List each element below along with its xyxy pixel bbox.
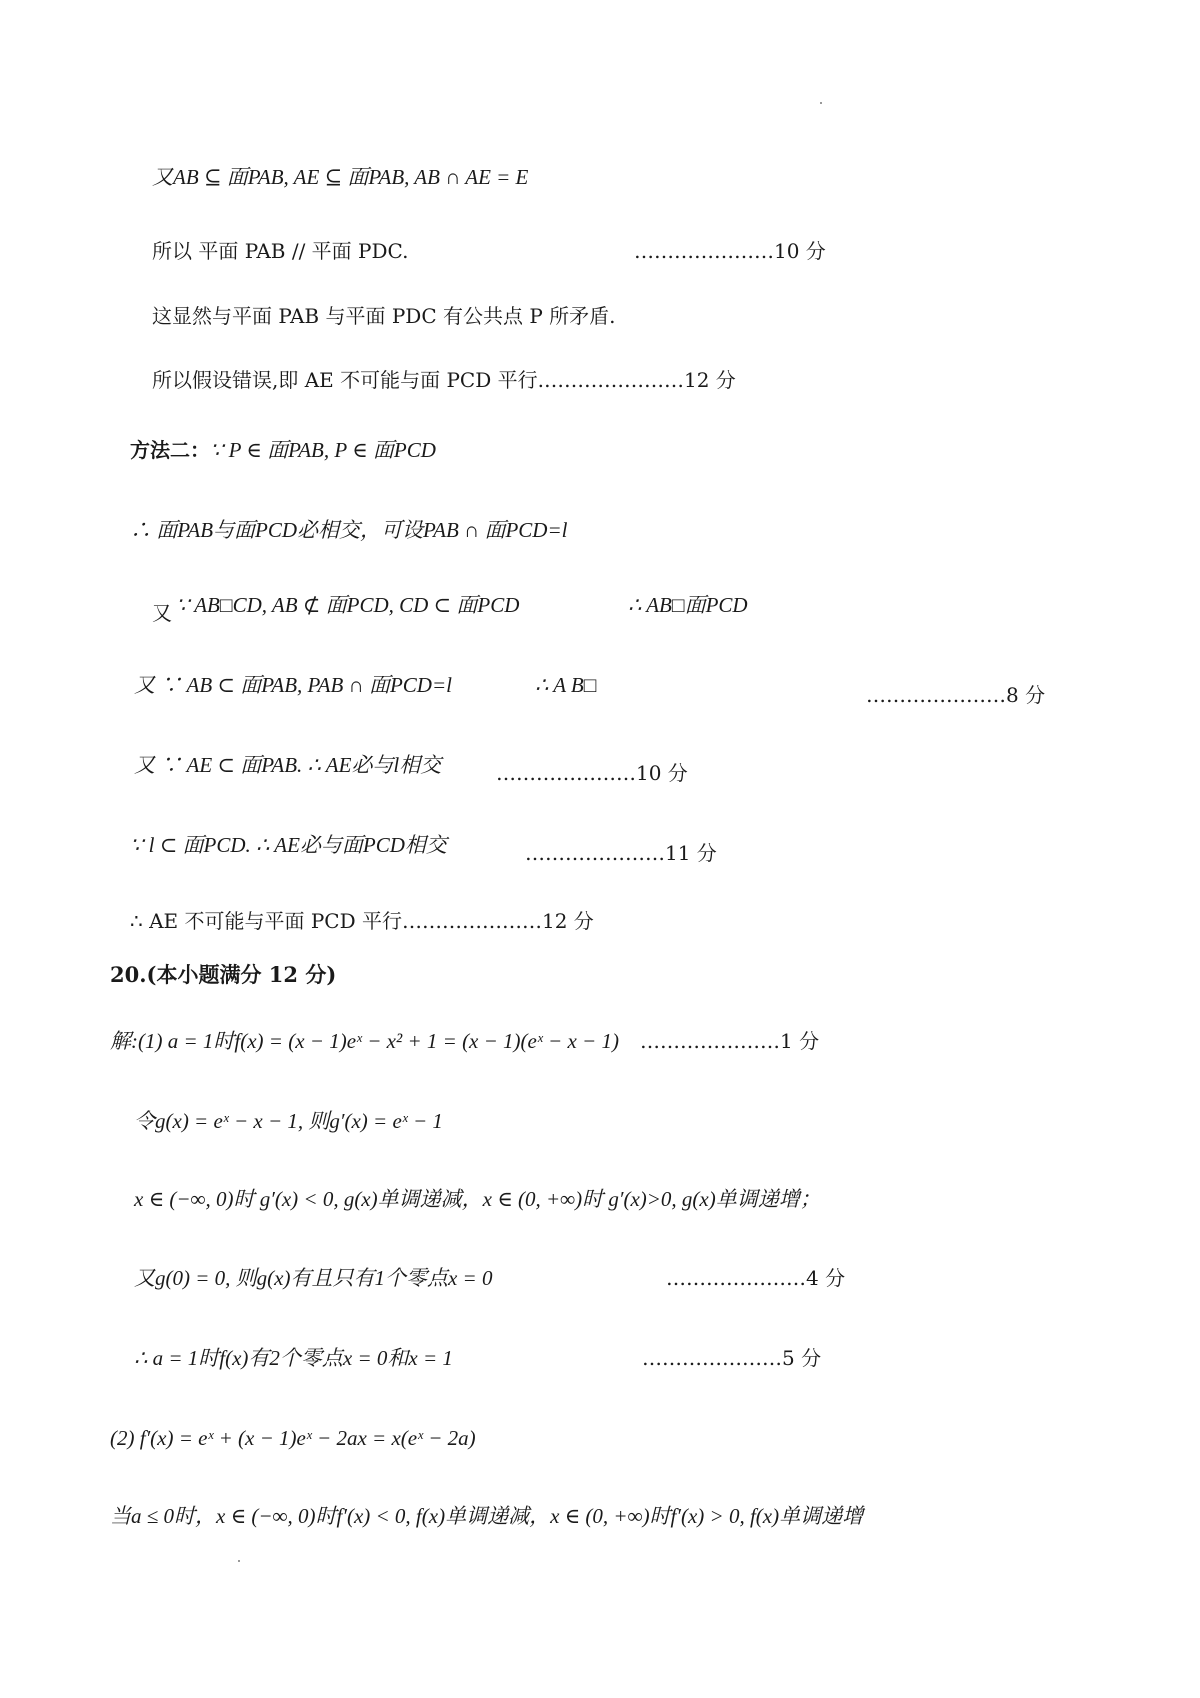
score-marker: …………………4 分 (666, 1266, 846, 1290)
proof-line-planes-parallel: 所以 平面 PAB // 平面 PDC. (152, 239, 409, 263)
proof-line-final: ∴ AE 不可能与平面 PCD 平行…………………12 分 (130, 909, 594, 933)
proof-line-planes-intersect: ∴ 面PAB与面PCD必相交，可设PAB ∩ 面PCD=l (130, 518, 568, 542)
proof-line-ab-parallel-plane: ∴ AB□面PCD (628, 593, 748, 617)
solution-f-zeros: ∴ a = 1时f(x)有2个零点x = 0和x = 1 (134, 1346, 453, 1370)
solution-g-zero: 又g(0) = 0, 则g(x)有且只有1个零点x = 0 (134, 1266, 493, 1290)
proof-line-ab-parallel-cd: ∵ AB□CD, AB ⊄ 面PCD, CD ⊂ 面PCD (176, 593, 520, 617)
proof-line-ab-ae-subset: 又AB ⊆ 面PAB, AE ⊆ 面PAB, AB ∩ AE = E (152, 165, 529, 189)
scan-speck (820, 102, 822, 104)
proof-line-conclusion: 所以假设错误,即 AE 不可能与面 PCD 平行.…………………12 分 (152, 368, 736, 392)
score-marker: …………………8 分 (866, 683, 1046, 707)
score-marker: …………………11 分 (525, 841, 717, 865)
proof-line-ab-parallel-l: ∴ A B□ (535, 673, 597, 697)
proof-line-ab-parallel-prefix: 又 (152, 601, 172, 625)
score-marker: …………………1 分 (640, 1029, 820, 1053)
proof-line-ab-in-pab: 又 ∵ AB ⊂ 面PAB, PAB ∩ 面PCD=l (134, 673, 452, 697)
method-two-line (130, 437, 436, 463)
score-marker: …………………10 分 (634, 239, 826, 263)
problem-20-heading: 20.(本小题满分 12 分) (110, 962, 337, 987)
solution-part1-line: 解:(1) a = 1时f(x) = (x − 1)eˣ − x² + 1 = (x − 1)(eˣ − x − 1) (110, 1029, 619, 1053)
solution-part2-derivative: (2) f′(x) = eˣ + (x − 1)eˣ − 2ax = x(eˣ − 2a) (110, 1426, 476, 1450)
scan-speck (238, 1560, 240, 1562)
solution-define-g: 令g(x) = eˣ − x − 1, 则g′(x) = eˣ − 1 (134, 1109, 443, 1133)
method-two-label: 方法二： (130, 438, 210, 462)
method-two-text: ∵ P ∈ 面PAB, P ∈ 面PCD (210, 438, 436, 462)
proof-line-contradiction: 这显然与平面 PAB 与平面 PDC 有公共点 P 所矛盾. (152, 304, 616, 328)
proof-line-ae-intersects-pcd: ∵ l ⊂ 面PCD. ∴ AE必与面PCD相交 (130, 833, 447, 857)
proof-line-ae-intersects-l: 又 ∵ AE ⊂ 面PAB. ∴ AE必与l相交 (134, 753, 442, 777)
score-marker: …………………10 分 (496, 761, 688, 785)
score-marker: …………………5 分 (642, 1346, 822, 1370)
solution-monotonic-g: x ∈ (−∞, 0)时 g′(x) < 0, g(x)单调递减，x ∈ (0, +∞)时 g′(x)>0, g(x)单调递增； (134, 1187, 821, 1211)
solution-part2-case-a-nonpositive: 当a ≤ 0时，x ∈ (−∞, 0)时f′(x) < 0, f(x)单调递减，x ∈ (0, +∞)时f′(x) > 0, f(x)单调递增 (110, 1504, 864, 1528)
